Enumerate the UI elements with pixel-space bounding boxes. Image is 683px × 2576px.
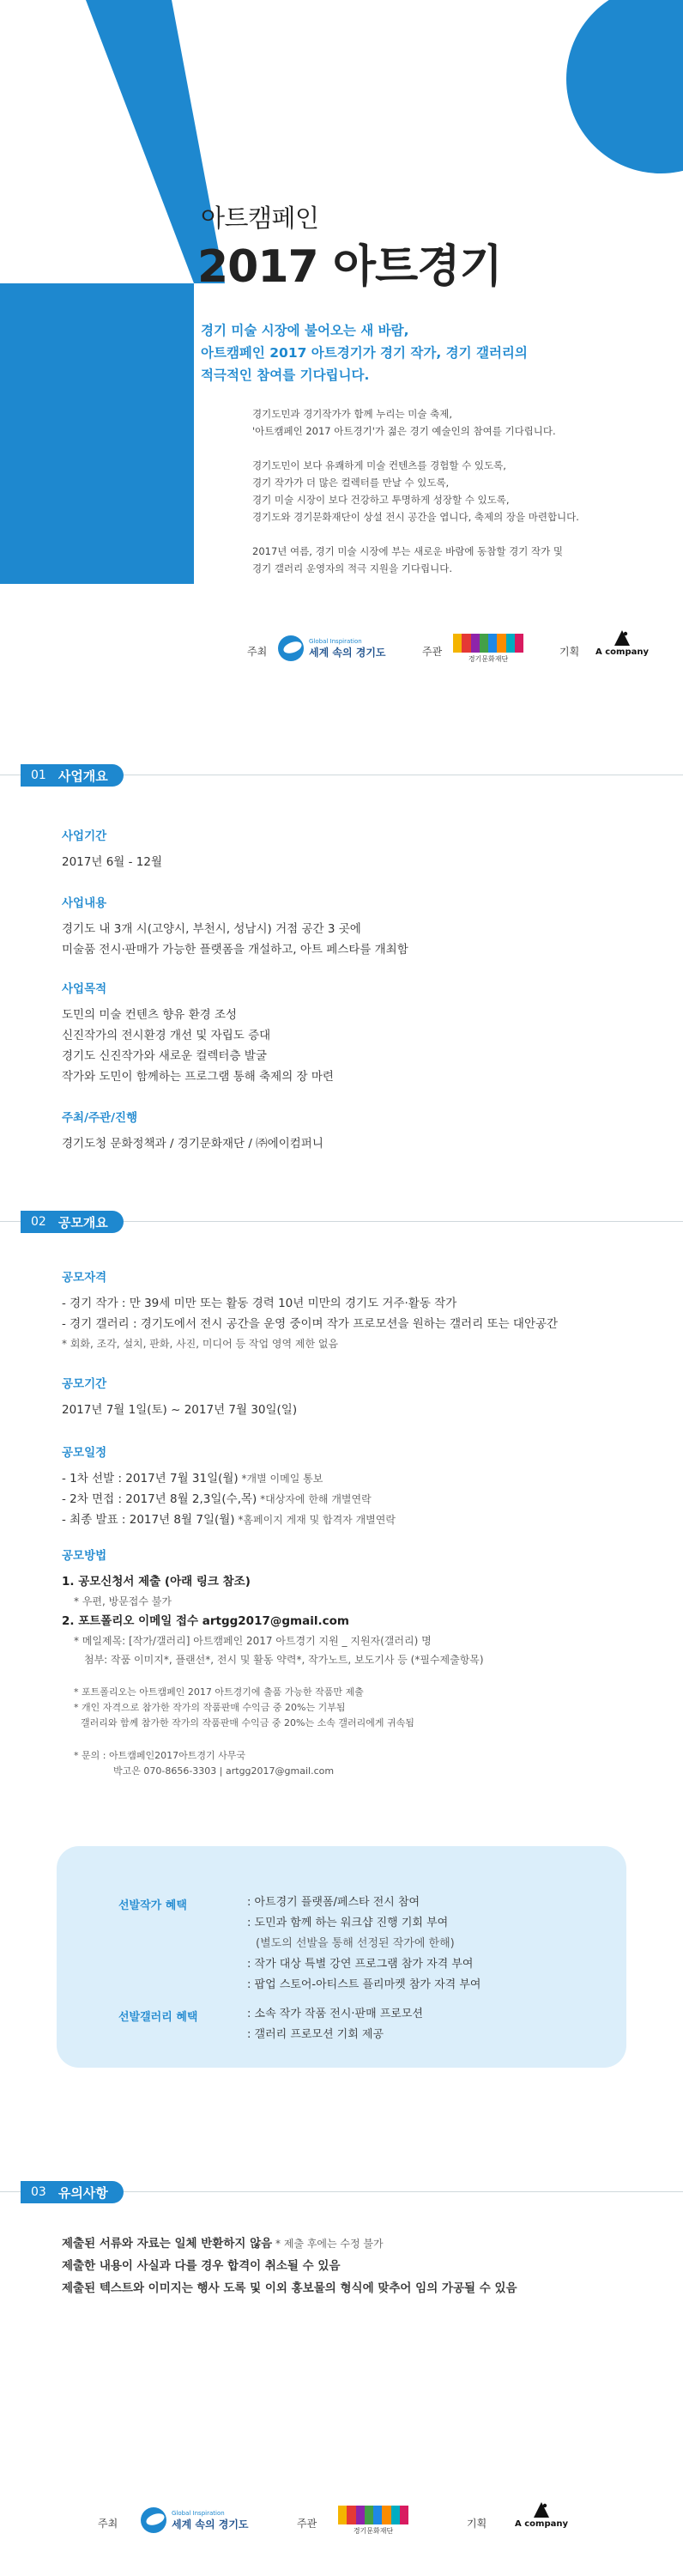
section-title: 유의사항 [57,2184,108,2201]
gyeonggi-mark-icon [141,2507,166,2533]
benefit-item: : 팝업 스토어-아티스트 플리마켓 참가 자격 부여 [247,1978,481,1991]
foundation-color-blocks [453,634,523,653]
schedule-note: *개별 이메일 통보 [238,1473,323,1485]
body-line: 경기도민이 보다 유쾌하게 미술 컨텐츠를 경험할 수 있도록, [252,459,506,471]
lead-line: 아트캠페인 2017 아트경기가 경기 작가, 경기 갤러리의 [201,345,528,361]
info-block-application-period [62,1374,654,1420]
block-line: - 경기 작가 : 만 39세 미만 또는 활동 경력 10년 미만의 경기도 거주·활동 작가 [62,1297,457,1310]
info-block-purpose [62,979,654,1087]
block-line: 2017년 6월 - 12월 [62,855,162,869]
section-number: 03 [31,2185,46,2199]
hero-body [252,405,656,594]
fine-note: * 개인 자격으로 참가한 작가의 작품판매 수익금 중 20%는 기부됨 [74,1702,346,1713]
block-heading: 공모기간 [62,1377,107,1391]
foundation-logo [453,634,523,665]
foundation-logo-name: 경기문화재단 [468,655,509,663]
organizer-label: 주관 [297,2518,317,2530]
acompany-mark-icon [613,629,632,647]
schedule-main: - 2차 면접 : 2017년 8월 2,3일(수,목) [62,1492,257,1506]
gallery-benefit-list [247,2004,423,2045]
fine-note: * 포트폴리오는 아트캠페인 2017 아트경기에 출품 가능한 작품만 제출 [74,1686,364,1698]
info-block-content [62,893,654,960]
block-heading: 주최/주관/진행 [62,1111,138,1125]
benefit-item: : 아트경기 플랫폼/페스타 전시 참여 [247,1896,420,1909]
schedule-item [62,1489,654,1510]
benefit-item: : 소속 작가 작품 전시·판매 프로모션 [247,2008,423,2020]
hero-lead [201,319,647,386]
benefit-item: : 도민과 함께 하는 워크샵 진행 기회 부여 [247,1917,449,1929]
notice-main: 제출한 내용이 사실과 다를 경우 합격이 취소될 수 있음 [62,2259,341,2273]
benefit-item-sub: (별도의 선발을 통해 선정된 작가에 한해) [256,1937,455,1950]
body-paragraph [252,457,656,526]
gyeonggi-logo-ko: 세계 속의 경기도 [309,646,386,659]
block-line: 경기도청 문화정책과 / 경기문화재단 / ㈜에이컴퍼니 [62,1137,323,1151]
block-line: 작가와 도민이 함께하는 프로그램 통해 축제의 장 마련 [62,1070,334,1084]
section-tab [21,764,124,787]
schedule-main: - 1차 선발 : 2017년 7월 31일(월) [62,1472,239,1485]
block-heading: 공모방법 [62,1549,107,1563]
planner-label: 기획 [559,646,580,658]
body-line: 경기도민과 경기작가가 함께 누리는 미술 축제, [252,408,453,420]
hero-subtitle: 아트캠페인 [201,204,319,233]
block-line: 2017년 7월 1일(토) ~ 2017년 7월 30일(일) [62,1403,298,1417]
schedule-main: - 최종 발표 : 2017년 8월 7일(월) [62,1513,235,1527]
gyeonggi-logo [141,2507,249,2533]
block-line: - 경기 갤러리 : 경기도에서 전시 공간을 운영 중이며 작가 프로모션을 원하는 갤러리 또는 대안공간 [62,1317,559,1331]
info-block-schedule [62,1443,654,1530]
block-heading: 공모자격 [62,1271,107,1285]
block-heading: 사업기간 [62,829,107,843]
info-block-period [62,826,654,872]
hero-title: 2017 아트경기 [197,241,502,293]
hero-section [0,0,683,618]
acompany-mark-icon [532,2500,551,2519]
body-paragraph [252,405,656,440]
notice-item [62,2277,654,2300]
gyeonggi-logo [278,635,386,661]
section-header-03 [0,2181,683,2203]
block-line: 도민의 미술 컨텐츠 향유 환경 조성 [62,1008,238,1022]
sponsors-bottom [0,2499,683,2550]
info-block-method [62,1546,654,1669]
foundation-color-blocks [338,2506,408,2524]
section-title: 공모개요 [57,1214,108,1230]
fine-note: 갤러리와 함께 참가한 작가의 작품판매 수익금 중 20%는 소속 갤러리에게 귀속됨 [81,1717,414,1728]
block-line: 경기도 신진작가와 새로운 컬렉터층 발굴 [62,1049,267,1063]
schedule-note: *홈페이지 게재 및 합격자 개별연락 [234,1514,396,1526]
artist-benefit-label: 선발작가 혜택 [118,1899,187,1912]
lead-line: 적극적인 참여를 기다립니다. [201,368,370,383]
method-step-2: 2. 포트폴리오 이메일 접수 artgg2017@gmail.com [62,1614,349,1628]
contact-line: 박고은 070-8656-3303 | artgg2017@gmail.com [113,1765,335,1777]
gyeonggi-logo-ko: 세계 속의 경기도 [172,2518,249,2530]
block-line: 미술품 전시·판매가 가능한 플랫폼을 개설하고, 아트 페스타를 개최함 [62,943,408,957]
block-heading: 사업내용 [62,896,107,910]
organizer-label: 주관 [422,646,443,658]
contact-info [74,1748,657,1779]
block-heading: 공모일정 [62,1446,107,1460]
host-label: 주최 [98,2518,118,2530]
schedule-item [62,1468,654,1489]
section-number: 02 [31,1215,46,1229]
section-header-01 [0,764,683,787]
block-heading: 사업목적 [62,982,107,996]
lead-line: 경기 미술 시장에 불어오는 새 바람, [201,323,409,338]
section-number: 01 [31,769,46,782]
section-tab [21,2181,124,2203]
blue-circle-decoration [566,0,683,173]
gallery-benefit-label: 선발갤러리 혜택 [118,2011,198,2024]
sponsors-top [0,627,683,678]
body-line: 경기 작가가 더 많은 컬렉터를 만날 수 있도록, [252,477,450,489]
method-step-1: 1. 공모신청서 제출 (아래 링크 참조) [62,1575,251,1589]
notice-item [62,2233,654,2255]
gyeonggi-logo-en: Global Inspiration [309,637,362,645]
body-line: 경기 미술 시장이 보다 건강하고 투명하게 성장할 수 있도록, [252,494,510,506]
body-line: 경기도와 경기문화재단이 상설 전시 공간을 엽니다, 축제의 장을 마련합니다. [252,511,579,523]
body-line: 2017년 여름, 경기 미술 시장에 부는 새로운 바람에 동참할 경기 작가 및 [252,545,563,557]
fine-print [74,1685,657,1731]
acompany-logo [511,2500,571,2529]
acompany-logo [592,629,652,657]
notice-list [62,2233,654,2300]
artist-benefit-list [247,1893,481,1996]
contact-line: * 문의 : 아트캠페인2017아트경기 사무국 [74,1750,245,1761]
section-header-02 [0,1211,683,1233]
notice-main: 제출된 텍스트와 이미지는 행사 도록 및 이외 홍보물의 형식에 맞추어 임의 가공될 수 있음 [62,2281,517,2295]
block-line: 경기도 내 3개 시(고양시, 부천시, 성남시) 거점 공간 3 곳에 [62,922,361,936]
body-paragraph [252,543,656,577]
benefit-item: : 작가 대상 특별 강연 프로그램 참가 자격 부여 [247,1958,474,1971]
acompany-logo-name: A company [595,647,649,657]
schedule-note: *대상자에 한해 개별연락 [257,1493,372,1505]
benefit-item: : 갤러리 프로모션 기회 제공 [247,2028,384,2041]
method-step-2-note: * 메일제목: [작가/갤러리] 아트캠페인 2017 아트경기 지원 _ 지원자(갤러리) 명 [74,1635,432,1647]
gyeonggi-mark-icon [278,635,304,661]
body-line: 경기 갤러리 운영자의 적극 지원을 기다립니다. [252,562,453,574]
section-title: 사업개요 [57,768,108,784]
method-step-1-note: * 우편, 방문접수 불가 [74,1595,172,1607]
foundation-logo-name: 경기문화재단 [353,2527,394,2535]
acompany-logo-name: A company [515,2519,568,2529]
block-note: * 회화, 조각, 설치, 판화, 사진, 미디어 등 작업 영역 제한 없음 [62,1338,339,1350]
block-line: 신진작가의 전시환경 개선 및 자립도 증대 [62,1029,271,1042]
notice-main: 제출된 서류와 자료는 일체 반환하지 않음 [62,2237,273,2251]
info-block-organizers [62,1108,654,1154]
planner-label: 기획 [467,2518,487,2530]
info-block-qualification [62,1267,654,1353]
diagonal-stripe-band [0,283,194,584]
method-step-2-note: 첨부: 작품 이미지*, 플랜선*, 전시 및 활동 약력*, 작가노트, 보도기사 등 (*필수제출항목) [84,1654,484,1666]
gyeonggi-logo-en: Global Inspiration [172,2509,225,2517]
foundation-logo [338,2506,408,2537]
host-label: 주최 [247,646,268,658]
notice-item [62,2255,654,2277]
schedule-item [62,1510,654,1530]
section-tab [21,1211,124,1233]
benefits-box [57,1846,626,2068]
notice-note: * 제출 후에는 수정 불가 [272,2238,384,2250]
body-line: '아트캠페인 2017 아트경기'가 젊은 경기 예술인의 참여를 기다립니다. [252,425,556,437]
